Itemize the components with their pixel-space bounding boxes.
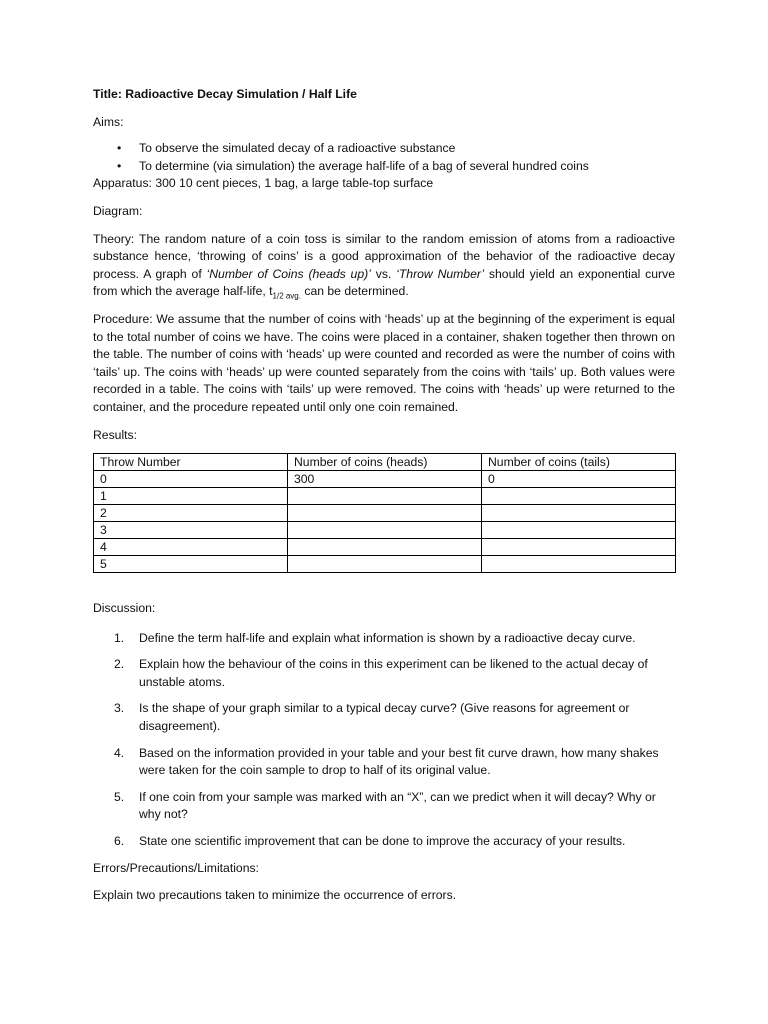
table-row [94, 505, 676, 522]
table-cell [288, 539, 482, 556]
page-title: Title: Radioactive Decay Simulation / Half Life [93, 87, 357, 101]
table-cell [482, 505, 676, 522]
discussion-heading: Discussion: [93, 601, 156, 616]
procedure-paragraph: Procedure: We assume that the number of coins with ‘heads’ up at the beginning of the experiment is equal to the total number of coins we have. The coins were placed in a container, shaken together then thrown on the table. The number of coins with ‘heads’ up were counted and recorded as were the number of coins with ‘tails’ up. The coins with ‘heads’ up were counted separately from the coins with ‘tails’ up. Both values were recorded in a table. The coins with ‘tails’ up were removed. The coins with ‘heads’ up were returned to the container, and the procedure repeated until only one coin remained. [93, 311, 675, 414]
discussion-item: 4. Based on the information provided in your table and your best fit curve drawn, how many shakes were taken for the coin sample to drop to half of its original value. [114, 745, 659, 778]
aims-heading: Aims: [93, 114, 124, 129]
results-heading: Results: [93, 427, 138, 442]
discussion-item: 6. State one scientific improvement that can be done to improve the accuracy of your results. [114, 834, 626, 849]
table-cell: 5 [94, 556, 288, 573]
table-cell: 300 [288, 471, 482, 488]
table-cell [482, 488, 676, 505]
discussion-item: 1. Define the term half-life and explain what information is shown by a radioactive decay curve. [114, 630, 636, 645]
table-row [94, 471, 676, 488]
graph-y-label: ‘Number of Coins (heads up)’ [206, 266, 371, 281]
table-cell: 0 [482, 471, 676, 488]
table-cell: 4 [94, 539, 288, 556]
graph-x-label: ‘Throw Number’ [396, 266, 485, 281]
errors-heading: Errors/Precautions/Limitations: [93, 860, 259, 875]
diagram-heading: Diagram: [93, 203, 143, 218]
discussion-list [93, 630, 675, 851]
table-row [94, 522, 676, 539]
apparatus-line: Apparatus: 300 10 cent pieces, 1 bag, a large table-top surface [93, 176, 434, 191]
table-cell [482, 556, 676, 573]
discussion-item: 5. If one coin from your sample was marked with an “X”, can we predict when it will decay? Why or why not? [114, 789, 656, 822]
theory-paragraph: Theory: The random nature of a coin toss is similar to the random emission of atoms from a radioactive substance hence, ‘throwing of coins’ is a good approximation of the behavior of the radioactive decay process. A graph of ‘Number of Coins (heads up)’ vs. ‘Throw Number’ should yield an exponential curve from which the average half-life, $t_{1/2 avg.}$ can be determined. [93, 231, 675, 301]
table-cell [288, 488, 482, 505]
table-cell: 3 [94, 522, 288, 539]
table-row [94, 488, 676, 505]
bullet-icon: • [117, 141, 122, 156]
table-header-row [94, 454, 676, 471]
column-header: Throw Number [94, 454, 288, 471]
bullet-icon: • [117, 158, 122, 173]
table-cell [482, 539, 676, 556]
results-table [93, 453, 676, 573]
table-cell: 0 [94, 471, 288, 488]
table-row [94, 556, 676, 573]
table-cell [288, 556, 482, 573]
aims-list [93, 140, 675, 175]
errors-text: Explain two precautions taken to minimize the occurrence of errors. [93, 888, 457, 903]
document-body [93, 86, 675, 905]
table-cell: 2 [94, 505, 288, 522]
table-cell: 1 [94, 488, 288, 505]
half-life-subscript: 1/2 avg. [272, 291, 301, 301]
table-cell [288, 522, 482, 539]
column-header: Number of coins (heads) [288, 454, 482, 471]
table-cell [482, 522, 676, 539]
table-cell [288, 505, 482, 522]
table-row [94, 539, 676, 556]
column-header: Number of coins (tails) [482, 454, 676, 471]
discussion-item: 2. Explain how the behaviour of the coins in this experiment can be likened to the actual decay of unstable atoms. [114, 657, 648, 689]
aims-item: • To observe the simulated decay of a radioactive substance [93, 140, 675, 158]
discussion-item: 3. Is the shape of your graph similar to a typical decay curve? (Give reasons for agreement or disagreement). [114, 701, 630, 734]
aims-item: • To determine (via simulation) the average half-life of a bag of several hundred coins [93, 158, 675, 176]
